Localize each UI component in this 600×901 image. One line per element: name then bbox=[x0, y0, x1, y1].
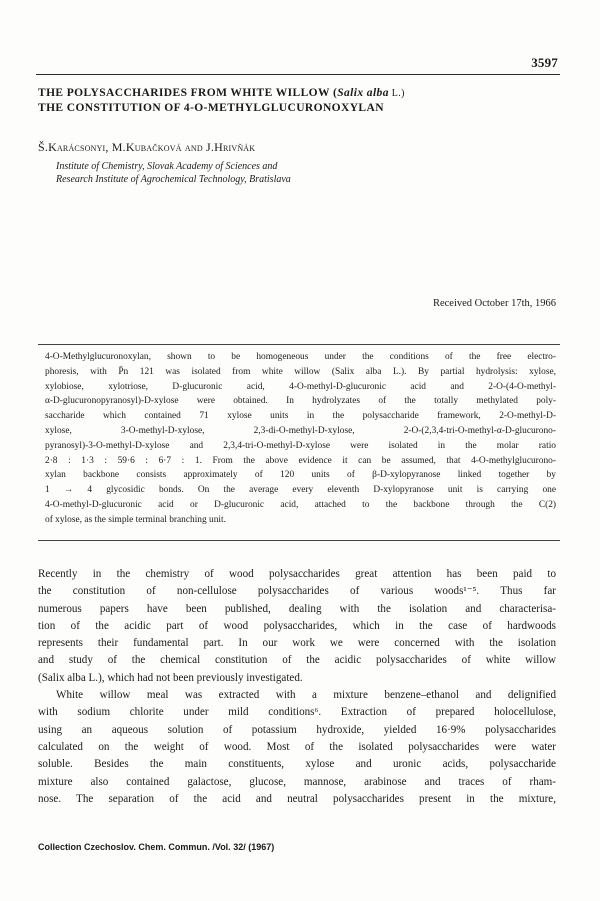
authors: Š.Karácsonyi, M.Kubačková and J.Hrivňák bbox=[38, 140, 256, 154]
abstract-line: 1 → 4 glycosidic bonds. On the average every eleventh D-xylopyranose unit is carrying one bbox=[45, 485, 556, 496]
body-line: represents their fundamental part. In our work we were concerned with the isolation bbox=[38, 637, 556, 650]
body-line: and study of the chemical constitution of the acidic polysaccharides of white willow bbox=[38, 654, 556, 667]
body-line: calculated on the weight of wood. Most of the isolated polysaccharides were water bbox=[38, 740, 556, 753]
abstract-line: xylose, 3-O-methyl-D-xylose, 2,3-di-O-methyl-D-xylose, 2-O-(2,3,4-tri-O-methyl-α-D-glucurono- bbox=[45, 425, 556, 436]
abstract-line: pyranosyl)-3-O-methyl-D-xylose and 2,3,4-tri-O-methyl-D-xylose were isolated in the molar ratio bbox=[45, 440, 556, 451]
abstract-line: of xylose, as the simple terminal branching unit. bbox=[45, 514, 226, 525]
body-line: mixture also contained galactose, glucose, mannose, arabinose and traces of rham- bbox=[38, 775, 556, 788]
received-date: Received October 17th, 1966 bbox=[432, 298, 556, 309]
page-number: 3597 bbox=[531, 55, 558, 70]
abstract-rule-top bbox=[38, 344, 560, 345]
body-line: the constitution of non-cellulose polysaccharides of various woods¹⁻⁵. Thus far bbox=[38, 585, 556, 598]
body-text bbox=[38, 566, 556, 808]
abstract-rule-bottom bbox=[38, 540, 560, 541]
body-line: soluble. Besides the main constituents, xylose and uronic acids, polysaccharide bbox=[38, 758, 556, 771]
affiliation bbox=[56, 160, 291, 186]
abstract-line: xylobiose, xylotriose, D-glucuronic acid, 4-O-methyl-D-glucuronic acid and 2-O-(4-O-methyl- bbox=[45, 381, 556, 392]
body-line: tion of the acidic part of wood polysaccharides, which in the case of hardwoods bbox=[38, 619, 556, 632]
abstract bbox=[45, 350, 556, 528]
title-line-2: THE CONSTITUTION OF 4-O-METHYLGLUCURONOXYLAN bbox=[38, 102, 384, 114]
abstract-line: 4-O-Methylglucuronoxylan, shown to be homogeneous under the conditions of the free electro- bbox=[45, 352, 556, 362]
abstract-line: saccharide which contained 71 xylose units in the polysaccharide framework, 2-O-methyl-D- bbox=[45, 411, 556, 422]
journal-footer: Collection Czechoslov. Chem. Commun. /Vol. 32/ (1967) bbox=[38, 842, 275, 852]
abstract-line: 2·8 : 1·3 : 59·6 : 6·7 : 1. From the above evidence it can be assumed, that 4-O-methylglucurono- bbox=[45, 455, 556, 466]
abstract-line: 4-O-methyl-D-glucuronic acid or D-glucuronic acid, attached to the backbone through the C(2) bbox=[45, 499, 556, 510]
header-rule bbox=[36, 74, 560, 75]
abstract-line: phoresis, with P̄n 121 was isolated from white willow (Salix alba L.). By partial hydrolysis: xylose, bbox=[45, 366, 556, 377]
article-title bbox=[38, 86, 558, 116]
body-line: Recently in the chemistry of wood polysaccharides great attention has been paid to bbox=[38, 568, 556, 580]
title-line-1-prefix: THE POLYSACCHARIDES FROM WHITE WILLOW ( bbox=[38, 87, 338, 99]
body-line: White willow meal was extracted with a mixture benzene–ethanol and delignified bbox=[56, 689, 556, 702]
title-species-abbr: L.) bbox=[388, 88, 405, 99]
abstract-line: xylan backbone consists approximately of 120 units of β-D-xylopyranose linked together by bbox=[45, 470, 556, 481]
body-line: using an aqueous solution of potassium hydroxide, yielded 16·9% polysaccharides bbox=[38, 723, 556, 736]
body-line: nose. The separation of the acid and neutral polysaccharides present in the mixture, bbox=[38, 792, 556, 805]
body-line: with sodium chlorite under mild conditions⁶. Extraction of prepared holocellulose, bbox=[38, 706, 556, 719]
abstract-line: α-D-glucuronopyranosyl)-D-xylose were obtained. In hydrolyzates of the totally methylated poly- bbox=[45, 396, 556, 407]
title-species: Salix alba bbox=[337, 87, 389, 99]
body-line: (Salix alba L.), which had not been previously investigated. bbox=[38, 671, 303, 684]
affiliation-line-2: Research Institute of Agrochemical Technology, Bratislava bbox=[56, 174, 291, 185]
title-line-1 bbox=[38, 86, 558, 101]
affiliation-line-1: Institute of Chemistry, Slovak Academy of Sciences and bbox=[56, 161, 278, 172]
body-line: numerous papers have been published, dealing with the isolation and characterisa- bbox=[38, 602, 556, 615]
